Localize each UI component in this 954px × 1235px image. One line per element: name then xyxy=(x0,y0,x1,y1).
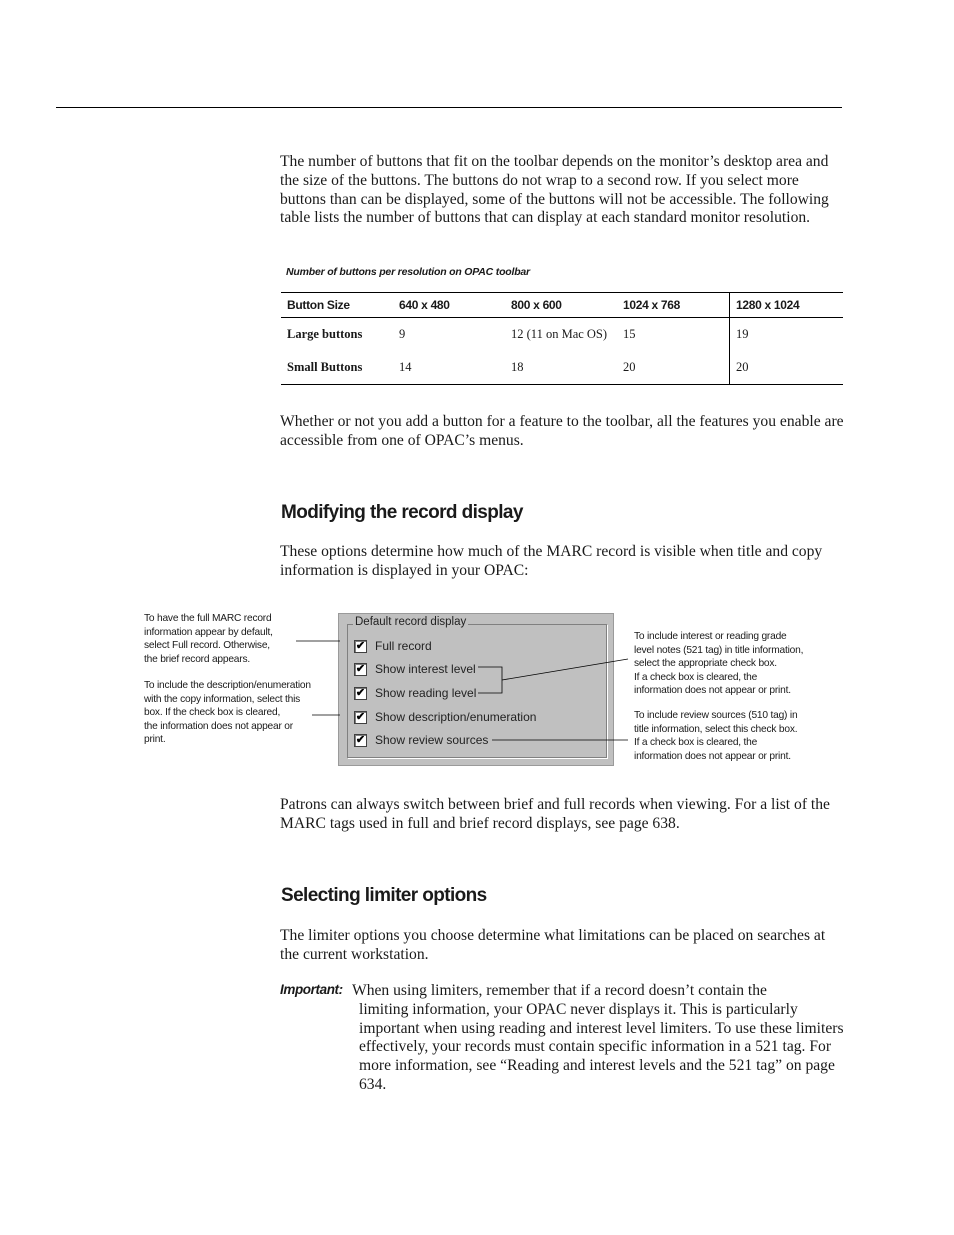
checkbox-show-description-enumeration[interactable] xyxy=(354,709,536,725)
callout-line: level notes (521 tag) in title information, xyxy=(634,644,804,656)
table-header-cell: Button Size xyxy=(281,293,393,318)
after-figure-paragraph: Patrons can always switch between brief and full records when viewing. For a list of the MARC tags used in full and brief record displays, see page 638. xyxy=(280,796,830,832)
callout-interest-reading xyxy=(634,630,803,698)
callout-line: the information does not appear or xyxy=(144,720,293,732)
callout-line: select the appropriate check box. xyxy=(634,658,777,670)
section-heading-limiter-options: Selecting limiter options xyxy=(281,885,487,906)
intro-paragraph: The number of buttons that fit on the toolbar depends on the monitor’s desktop area and the size of the buttons. The buttons do not wrap to a second row. If you select more buttons than can be displayed, some of the buttons will not be accessible. The following table lists the number of buttons that can display at each standard monitor resolution. xyxy=(280,153,829,227)
callout-review-sources xyxy=(634,709,797,763)
callout-line: To have the full MARC record xyxy=(144,613,272,624)
table-cell: 12 (11 on Mac OS) xyxy=(511,327,608,341)
callout-line: box. If the check box is cleared, xyxy=(144,707,281,719)
checkbox-label: Full record xyxy=(375,639,432,653)
table-cell: 14 xyxy=(393,351,505,385)
callout-line: To include review sources (510 tag) in xyxy=(634,710,798,721)
checkmark-icon[interactable]: ✔ xyxy=(355,662,366,675)
checkbox-show-interest-level[interactable] xyxy=(354,661,476,677)
checkbox-label: Show interest level xyxy=(375,662,476,676)
checkbox-label: Show review sources xyxy=(375,733,489,747)
checkbox-label: Show description/enumeration xyxy=(375,710,537,724)
table-cell: Large buttons xyxy=(287,327,363,341)
callout-line: If a check box is cleared, the xyxy=(634,737,758,749)
callout-line: If a check box is cleared, the xyxy=(634,671,758,683)
checkmark-icon[interactable]: ✔ xyxy=(355,639,366,652)
checkbox-show-review-sources[interactable] xyxy=(354,732,488,748)
table-caption: Number of buttons per resolution on OPAC toolbar xyxy=(286,266,530,278)
limiter-paragraph: The limiter options you choose determine what limitations can be placed on searches at the current workstation. xyxy=(280,927,826,963)
checkbox-show-reading-level[interactable] xyxy=(354,685,476,701)
table-cell: 20 xyxy=(617,351,730,385)
important-body: limiting information, your OPAC never displays it. This is particularly important when using reading and interest level limiters. To use these limiters effectively, your records must contain specific information in a 521 tag. For more information, see “Reading and interest levels and the 521 tag” on page 634. xyxy=(359,1000,844,1093)
section-heading-record-display: Modifying the record display xyxy=(281,502,523,523)
important-note xyxy=(352,982,844,1095)
checkbox-label: Show reading level xyxy=(375,686,477,700)
callout-line: the brief record appears. xyxy=(144,653,250,665)
callout-description xyxy=(144,679,311,747)
callout-line: information does not appear or print. xyxy=(634,685,791,697)
checkmark-icon[interactable]: ✔ xyxy=(355,733,366,746)
table-cell: 19 xyxy=(736,327,749,341)
table-row xyxy=(281,351,843,385)
important-label: Important: xyxy=(280,982,343,997)
callout-line: information appear by default, xyxy=(144,626,273,638)
callout-line: select Full record. Otherwise, xyxy=(144,640,270,652)
table-cell: 9 xyxy=(399,327,406,341)
table-cell: 18 xyxy=(505,351,617,385)
record-display-paragraph: These options determine how much of the MARC record is visible when title and copy information is displayed in your OPAC: xyxy=(280,543,823,579)
table-header-cell: 1280 x 1024 xyxy=(730,293,844,318)
table-header-cell: 800 x 600 xyxy=(505,293,617,318)
checkmark-icon[interactable]: ✔ xyxy=(355,686,366,699)
callout-line: To include the description/enumeration xyxy=(144,680,311,691)
checkbox-full-record[interactable] xyxy=(354,638,432,654)
callout-line: title information, select this check box. xyxy=(634,723,798,735)
important-first-line: When using limiters, remember that if a record doesn’t contain the xyxy=(352,982,767,999)
after-table-paragraph: Whether or not you add a button for a feature to the toolbar, all the features you enable are accessible from one of OPAC’s menus. xyxy=(280,413,844,449)
table-header-cell: 640 x 480 xyxy=(393,293,505,318)
record-display-dialog xyxy=(338,613,614,766)
resolution-table xyxy=(281,292,843,385)
default-record-display-group xyxy=(347,616,607,758)
callout-full-record xyxy=(144,612,273,666)
header-rule xyxy=(56,107,842,108)
table-cell: 20 xyxy=(730,351,844,385)
callout-line: print. xyxy=(144,734,166,746)
callout-line: information does not appear or print. xyxy=(634,750,791,762)
table-header-cell: 1024 x 768 xyxy=(617,293,730,318)
group-title: Default record display xyxy=(355,616,467,628)
table-cell: 15 xyxy=(617,318,730,352)
table-cell: Small Buttons xyxy=(281,351,393,385)
table-header-row xyxy=(281,293,843,318)
checkmark-icon[interactable]: ✔ xyxy=(355,710,366,723)
callout-line: To include interest or reading grade xyxy=(634,631,787,642)
callout-line: with the copy information, select this xyxy=(144,693,301,705)
table-row xyxy=(281,318,843,352)
